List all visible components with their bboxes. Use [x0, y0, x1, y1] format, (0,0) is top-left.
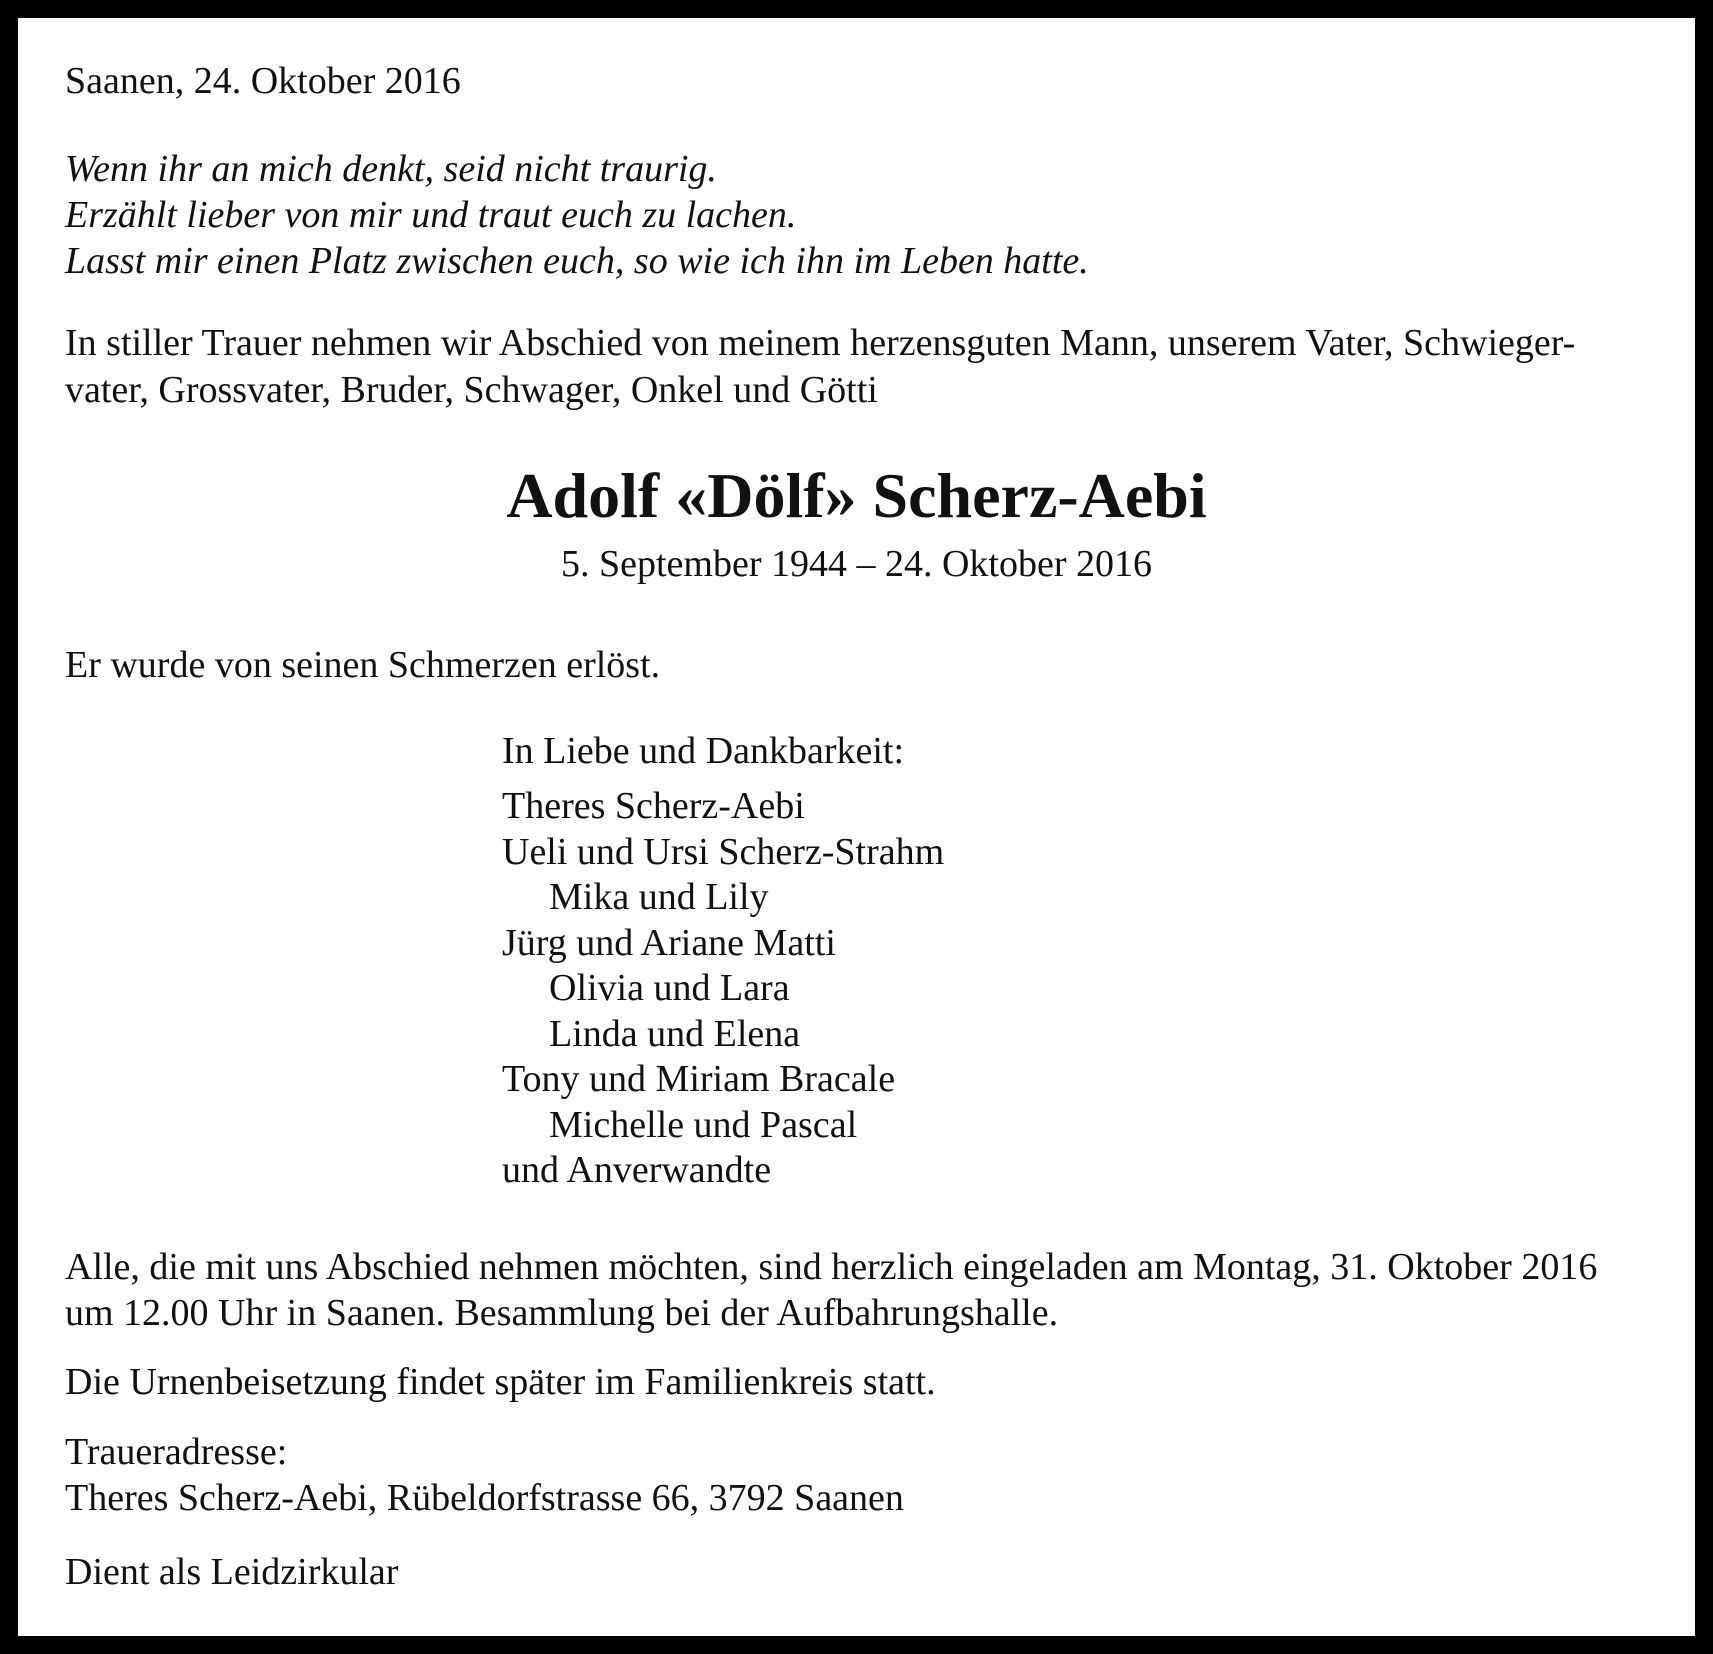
deceased-name: Adolf «Dölf» Scherz-Aebi — [506, 460, 1207, 531]
poem-line-2: Erzählt lieber von mir und traut euch zu lachen. — [65, 194, 797, 236]
mourner-name: Mika und Lily — [549, 876, 769, 918]
place-date: Saanen, 24. Oktober 2016 — [65, 60, 461, 102]
invitation-line-2: um 12.00 Uhr in Saanen. Besammlung bei der Aufbahrungshalle. — [65, 1292, 1059, 1334]
poem-line-3: Lasst mir einen Platz zwischen euch, so wie ich ihn im Leben hatte. — [65, 240, 1089, 282]
mourners-heading: In Liebe und Dankbarkeit: — [502, 730, 905, 772]
invitation-line-1: Alle, die mit uns Abschied nehmen möchten, sind herzlich eingeladen am Montag, 31. Oktober 2016 — [65, 1246, 1598, 1288]
mourner-name: Jürg und Ariane Matti — [502, 921, 836, 964]
mourner-name: Theres Scherz-Aebi — [502, 785, 805, 827]
urn-note: Die Urnenbeisetzung findet später im Familienkreis statt. — [65, 1361, 936, 1403]
poem-line-1: Wenn ihr an mich denkt, seid nicht traurig. — [65, 148, 717, 190]
mourner-name: und Anverwandte — [502, 1149, 772, 1191]
address-label: Traueradresse: — [65, 1431, 288, 1473]
address: Theres Scherz-Aebi, Rübeldorfstrasse 66, 3792 Saanen — [65, 1477, 904, 1519]
mourner-name: Tony und Miriam Bracale — [502, 1058, 896, 1100]
intro-line-2: vater, Grossvater, Bruder, Schwager, Onkel und Götti — [65, 369, 878, 411]
circular-note: Dient als Leidzirkular — [65, 1551, 399, 1593]
mourner-name: Olivia und Lara — [549, 967, 790, 1009]
mourner-name: Michelle und Pascal — [549, 1103, 858, 1146]
mourners-list — [502, 784, 944, 1194]
mourner-name: Linda und Elena — [549, 1012, 801, 1055]
relief-line: Er wurde von seinen Schmerzen erlöst. — [65, 644, 661, 686]
mourner-name: Ueli und Ursi Scherz-Strahm — [502, 830, 945, 873]
life-dates: 5. September 1944 – 24. Oktober 2016 — [560, 543, 1153, 585]
intro-line-1: In stiller Trauer nehmen wir Abschied von meinem herzensguten Mann, unserem Vater, Schwieger- — [65, 322, 1576, 364]
